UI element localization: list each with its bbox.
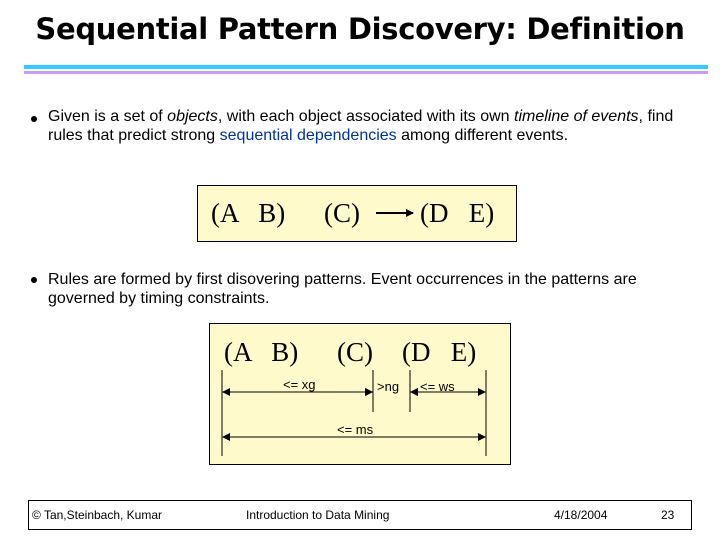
bullet-2-text: Rules are formed by first disovering patterns. Event occurrences in the patterns are governed by timing constraints. [48, 271, 637, 307]
max-gap-label: <= xg [283, 377, 316, 392]
rule-rhs-de: (D E) [420, 198, 495, 228]
objects-term: objects [167, 108, 218, 125]
footer-authors: © Tan,Steinbach, Kumar [32, 508, 163, 522]
page-number: 23 [661, 508, 675, 522]
pattern-ab: (A B) [224, 337, 299, 367]
footer-date: 4/18/2004 [554, 508, 608, 522]
bullet-1-text: Given is a set of objects, with each object associated with its own timeline of events, find rules that predict strong sequential dependencies among different events. [48, 108, 674, 144]
timeline-term: timeline of events [514, 108, 639, 125]
pattern-c: (C) [337, 337, 373, 367]
rule-lhs-ab: (A B) [211, 198, 286, 228]
window-size-label: <= ws [420, 379, 455, 394]
footer-book-title: Introduction to Data Mining [246, 508, 390, 522]
max-span-label: <= ms [337, 422, 374, 437]
sequential-dependencies-term: sequential dependencies [219, 127, 397, 144]
rule-lhs-c: (C) [324, 198, 360, 228]
slide-title: Sequential Pattern Discovery: Definition [35, 12, 685, 46]
min-gap-label: >ng [377, 379, 400, 394]
pattern-de: (D E) [402, 337, 477, 367]
